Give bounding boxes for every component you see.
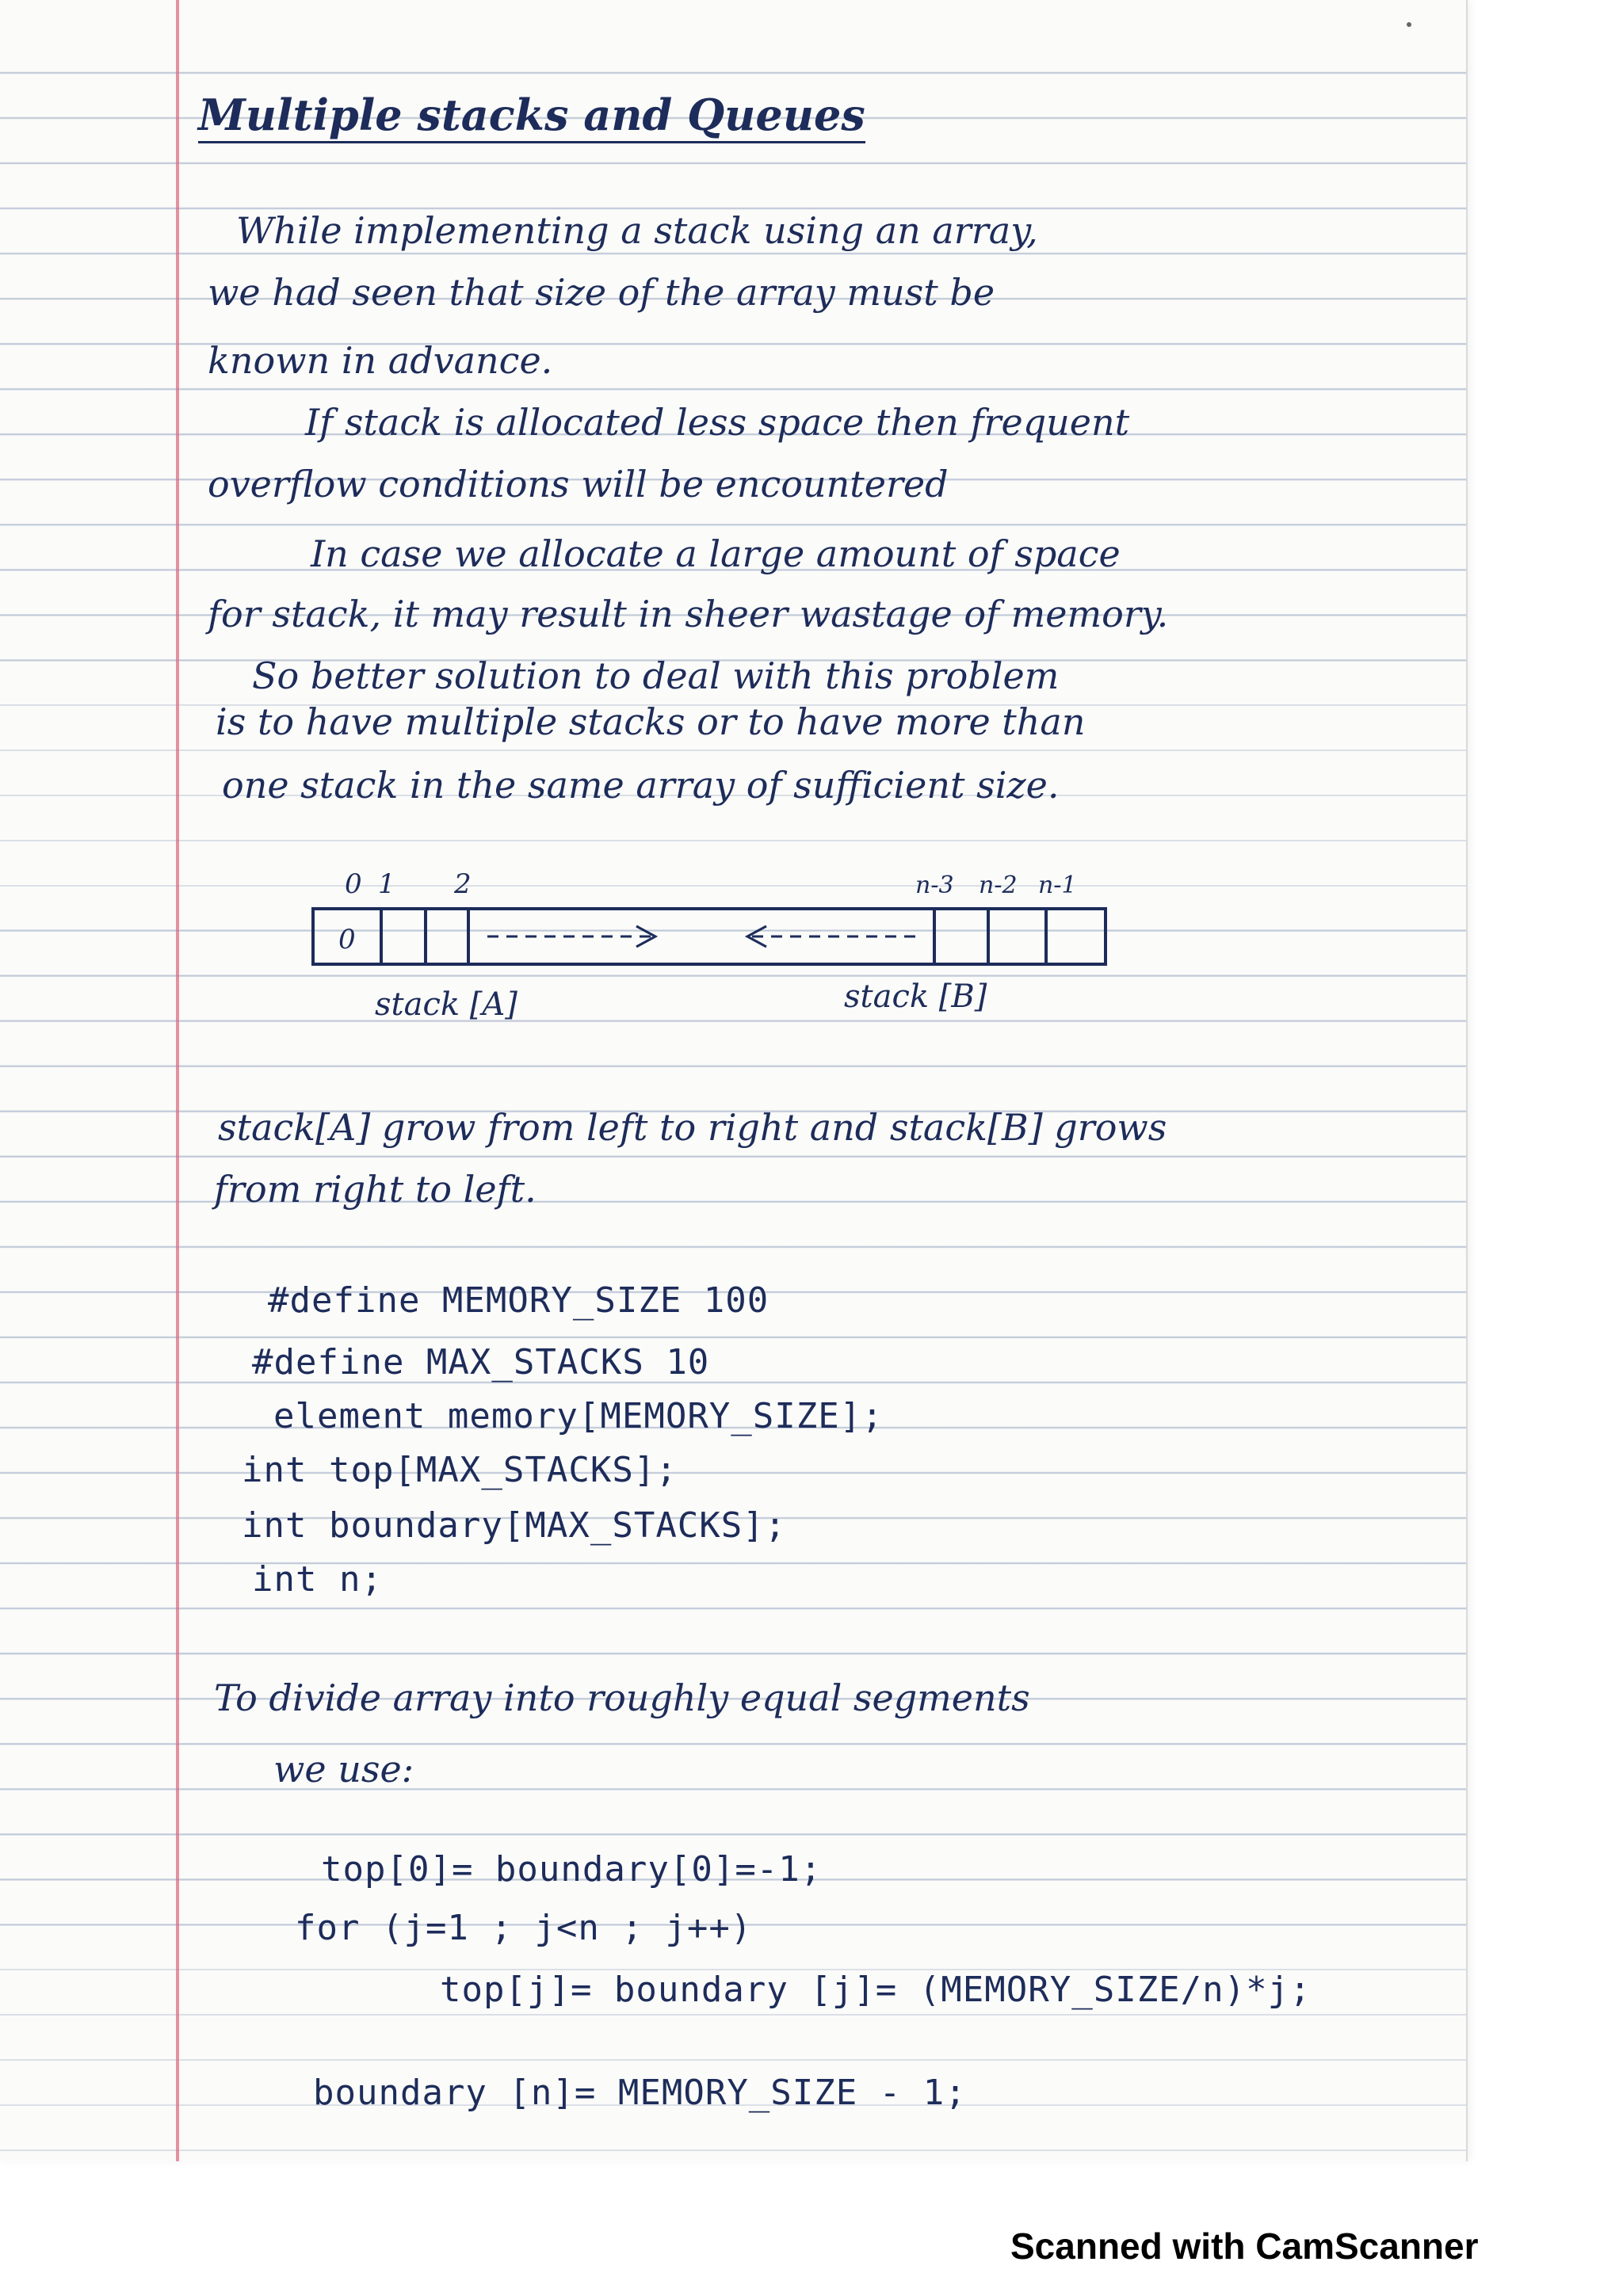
stack-b-label: stack [B] [844, 978, 987, 1015]
code-line: int top[MAX_STACKS]; [242, 1450, 678, 1490]
paragraph-line: If stack is allocated less space then frequent [305, 401, 1130, 444]
paragraph-line: In case we allocate a large amount of space [311, 532, 1121, 575]
growth-line: from right to left. [214, 1168, 537, 1211]
page-title: Multiple stacks and Queues [198, 93, 865, 143]
index-label: 1 [378, 868, 395, 900]
code-line: int n; [252, 1559, 383, 1600]
index-label: n-3 [915, 871, 954, 899]
two-stack-array-diagram [305, 860, 1129, 1034]
index-label: 2 [454, 868, 472, 900]
paragraph-line: one stack in the same array of sufficient size. [222, 764, 1060, 807]
paragraph-line: So better solution to deal with this problem [252, 654, 1060, 697]
index-label: 0 [345, 868, 362, 900]
code-line: int boundary[MAX_STACKS]; [242, 1505, 787, 1546]
index-label: n-1 [1038, 871, 1077, 899]
divide-line: we use: [273, 1748, 414, 1791]
formula-line: top[j]= boundary [j]= (MEMORY_SIZE/n)*j; [440, 1970, 1312, 2010]
paragraph-line: for stack, it may result in sheer wastage of memory. [208, 593, 1169, 635]
paragraph-line: we had seen that size of the array must be [208, 271, 995, 314]
code-line: #define MEMORY_SIZE 100 [268, 1280, 769, 1321]
index-label: n-2 [979, 871, 1018, 899]
formula-line: top[0]= boundary[0]=-1; [321, 1849, 823, 1890]
divide-line: To divide array into roughly equal segments [214, 1676, 1030, 1719]
growth-line: stack[A] grow from left to right and stack[B] grows [218, 1106, 1167, 1149]
formula-line: for (j=1 ; j<n ; j++) [295, 1908, 753, 1948]
paper-spot [1407, 22, 1411, 27]
formula-line: boundary [n]= MEMORY_SIZE - 1; [313, 2073, 967, 2113]
paragraph-line: While implementing a stack using an array, [236, 209, 1038, 252]
paragraph-line: overflow conditions will be encountered [208, 463, 949, 505]
code-line: #define MAX_STACKS 10 [252, 1342, 710, 1383]
first-cell-value: 0 [338, 924, 356, 955]
stack-a-label: stack [A] [375, 986, 517, 1023]
paragraph-line: known in advance. [208, 339, 553, 382]
camscanner-watermark: Scanned with CamScanner [1010, 2225, 1479, 2267]
paragraph-line: is to have multiple stacks or to have more than [216, 700, 1086, 743]
code-line: element memory[MEMORY_SIZE]; [273, 1396, 884, 1436]
